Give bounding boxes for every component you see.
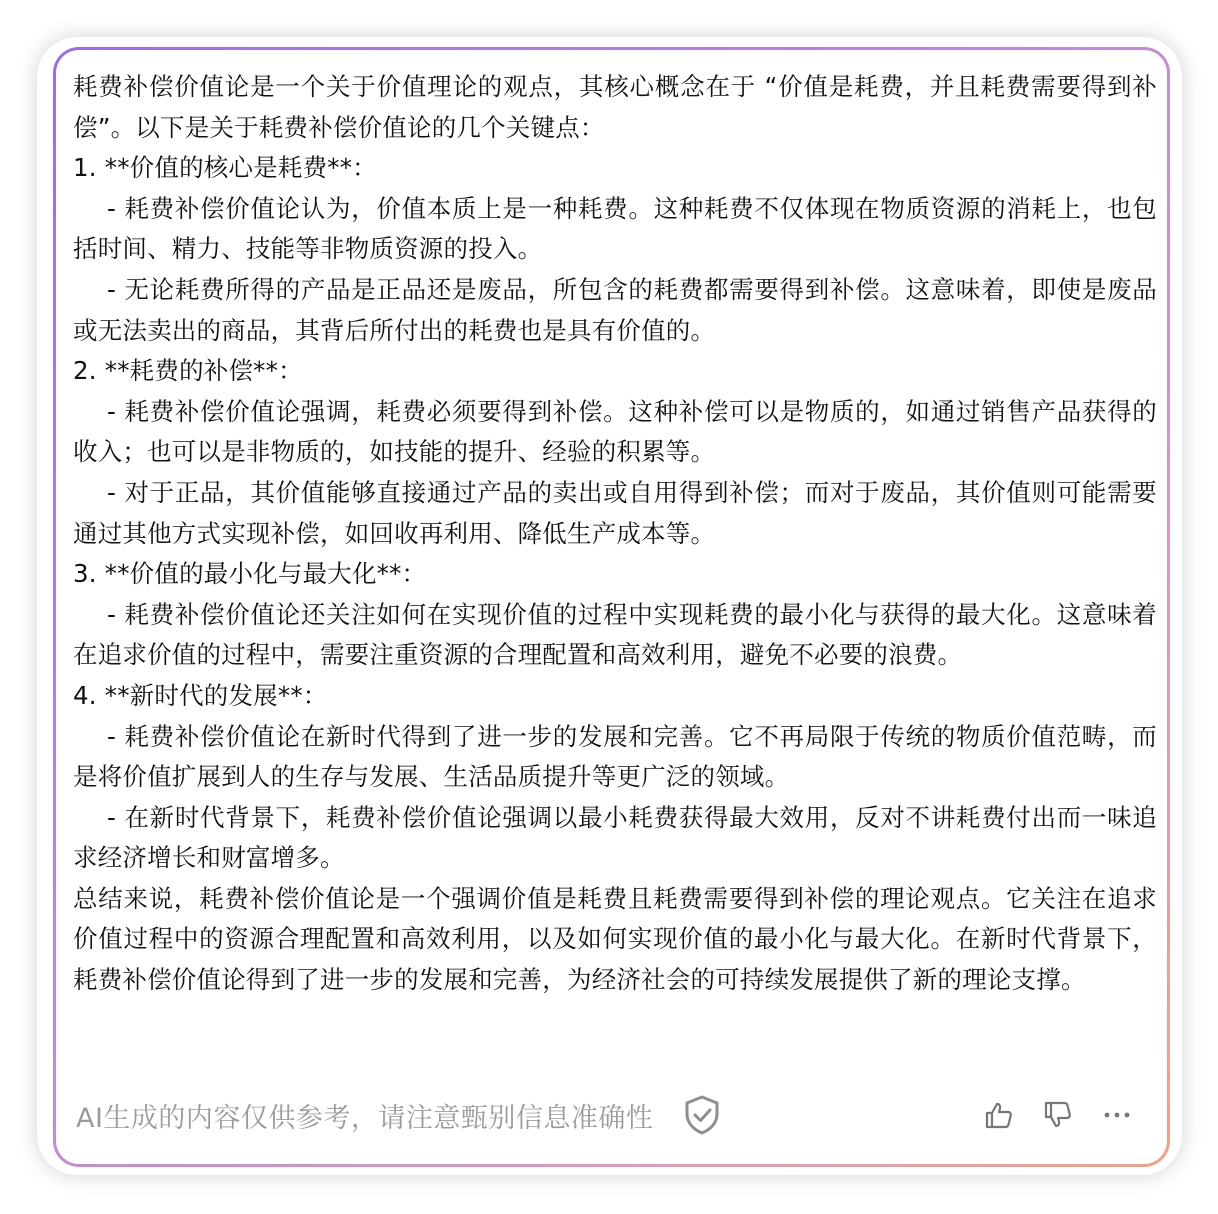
answer-card-inner — [56, 50, 1167, 1164]
answer-card — [53, 47, 1170, 1167]
answer-heading-1: 1. **价值的核心是耗费**： — [73, 153, 377, 183]
more-icon[interactable] — [1100, 1098, 1134, 1132]
answer-bullet: - 对于正品，其价值能够直接通过产品的卖出或自用得到补偿；而对于废品，其价值则可能需要通过其他方式实现补偿，如回收再利用、降低生产成本等。 — [73, 477, 1157, 548]
answer-heading-2: 2. **耗费的补偿**： — [73, 356, 303, 386]
answer-bullet: - 耗费补偿价值论认为，价值本质上是一种耗费。这种耗费不仅体现在物质资源的消耗上，也包括时间、精力、技能等非物质资源的投入。 — [73, 193, 1157, 264]
answer-summary: 总结来说，耗费补偿价值论是一个强调价值是耗费且耗费需要得到补偿的理论观点。它关注在追求价值过程中的资源合理配置和高效利用，以及如何实现价值的最小化与最大化。在新时代背景下，耗费补偿价值论得到了进一步的发展和完善，为经济社会的可持续发展提供了新的理论支撑。 — [73, 883, 1157, 995]
answer-intro: 耗费补偿价值论是一个关于价值理论的观点，其核心概念在于 “价值是耗费，并且耗费需要得到补偿”。以下是关于耗费补偿价值论的几个关键点： — [73, 72, 1157, 142]
answer-text — [73, 67, 1157, 1001]
answer-footer — [76, 1091, 1152, 1139]
answer-heading-3: 3. **价值的最小化与最大化**： — [73, 559, 427, 589]
answer-bullet: - 耗费补偿价值论在新时代得到了进一步的发展和完善。它不再局限于传统的物质价值范畴，而是将价值扩展到人的生存与发展、生活品质提升等更广泛的领域。 — [73, 721, 1157, 792]
answer-heading-4: 4. **新时代的发展**： — [73, 680, 328, 710]
answer-bullet: - 无论耗费所得的产品是正品还是废品，所包含的耗费都需要得到补偿。这意味着，即使是废品或无法卖出的商品，其背后所付出的耗费也是具有价值的。 — [73, 274, 1157, 345]
ai-disclaimer: AI生成的内容仅供参考，请注意甄别信息准确性 — [76, 1102, 654, 1134]
answer-bullet: - 在新时代背景下，耗费补偿价值论强调以最小耗费获得最大效用，反对不讲耗费付出而一味追求经济增长和财富增多。 — [73, 802, 1157, 873]
answer-bullet: - 耗费补偿价值论还关注如何在实现价值的过程中实现耗费的最小化与获得的最大化。这意味着在追求价值的过程中，需要注重资源的合理配置和高效利用，避免不必要的浪费。 — [73, 599, 1157, 670]
answer-bullet: - 耗费补偿价值论强调，耗费必须要得到补偿。这种补偿可以是物质的，如通过销售产品获得的收入；也可以是非物质的，如技能的提升、经验的积累等。 — [73, 396, 1157, 467]
thumbs-up-icon[interactable] — [982, 1098, 1016, 1132]
thumbs-down-icon[interactable] — [1041, 1098, 1075, 1132]
feedback-actions — [982, 1091, 1134, 1139]
shield-check-icon[interactable] — [683, 1094, 721, 1136]
